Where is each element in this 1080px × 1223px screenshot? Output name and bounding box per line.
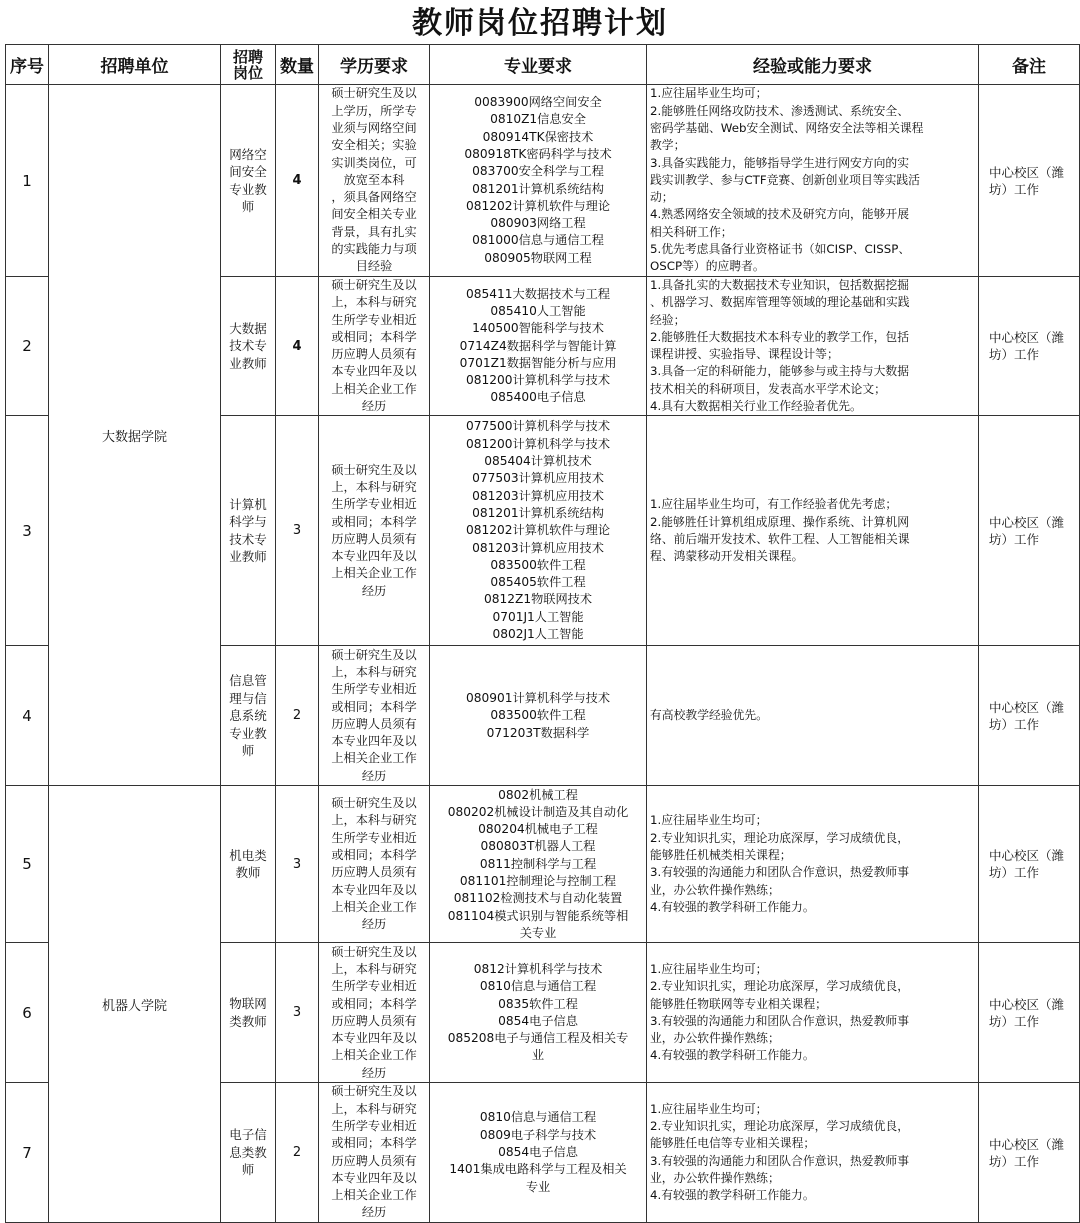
experience-line: 、机器学习、数据库管理等领域的理论基础和实践 [650, 295, 910, 310]
post-name-line: 网络空 [229, 146, 267, 162]
education-line: 安全相关；实验 [331, 138, 417, 153]
major-item: 0810信息与通信工程 [479, 979, 597, 994]
education-line: 生所学专业相近 [331, 312, 417, 327]
post-name [221, 85, 276, 277]
major-item: 081202计算机软件与理论 [465, 198, 611, 213]
education-line: 经历 [361, 399, 387, 414]
education-line: 历应聘人员须有 [331, 1153, 417, 1168]
education-line: 背景，具有扎实 [331, 224, 417, 239]
remark [979, 85, 1080, 277]
major-item: 081104模式识别与智能系统等相 [447, 908, 629, 923]
major-item: 081201计算机系统结构 [472, 505, 604, 520]
major-item: 081202计算机软件与理论 [465, 523, 611, 538]
remark-line: 中心校区（潍 [989, 514, 1065, 530]
experience-line: 3.有较强的沟通能力和团队合作意识，热爱教师事 [650, 1153, 909, 1168]
education-line: 生所学专业相近 [331, 682, 417, 697]
experience-line: 1.应往届毕业生均可； [650, 961, 768, 976]
experience-requirement [647, 416, 979, 646]
education-line: 历应聘人员须有 [331, 865, 417, 880]
education-line: 本专业四年及以 [331, 1170, 417, 1185]
major-requirement [430, 1083, 647, 1222]
post-name [221, 277, 276, 416]
education-line: 经历 [361, 1065, 387, 1080]
post-quantity: 3 [276, 416, 319, 646]
major-item: 0810Z1信息安全 [490, 112, 586, 127]
major-item: 0811控制科学与工程 [479, 856, 597, 871]
major-item: 0701Z1数据智能分析与应用 [459, 355, 617, 370]
major-item: 0701J1人工智能 [492, 609, 584, 624]
major-item: 083500软件工程 [490, 557, 586, 572]
major-item: 业 [531, 1048, 545, 1063]
experience-line: 密码学基础、Web安全测试、网络安全法等相关课程 [650, 120, 924, 135]
major-requirement [430, 85, 647, 277]
education-line: 历应聘人员须有 [331, 347, 417, 362]
education-requirement [319, 1083, 430, 1222]
education-line: 放宽至本科 [343, 172, 405, 187]
experience-line: 2.能够胜任网络攻防技术、渗透测试、系统安全、 [650, 103, 909, 118]
post-name-line: 师 [241, 199, 255, 214]
post-name-line: 电子信 [229, 1127, 267, 1143]
education-line: 或相同；本科学 [331, 996, 417, 1011]
post-name [221, 786, 276, 943]
remark-line: 坊）工作 [989, 1013, 1040, 1029]
post-name-line: 业教师 [229, 355, 267, 371]
post-name-line: 技术专 [229, 338, 267, 354]
education-requirement [319, 277, 430, 416]
major-item: 专业 [525, 1179, 551, 1194]
experience-line: 有高校教学经验优先。 [650, 708, 768, 723]
education-line: 本专业四年及以 [331, 882, 417, 897]
education-line: 上，本科与研究 [331, 1101, 417, 1116]
remark-line: 中心校区（潍 [989, 848, 1065, 864]
education-line: 硕士研究生及以 [331, 278, 417, 292]
education-line: 上相关企业工作 [331, 899, 417, 914]
experience-line: 程、鸿蒙移动开发相关课程。 [650, 549, 804, 564]
header-post-line: 招聘 [232, 47, 263, 66]
education-line: 生所学专业相近 [331, 497, 417, 512]
major-item: 077500计算机科学与技术 [465, 419, 611, 434]
major-item: 081000信息与通信工程 [472, 233, 604, 248]
table-row [6, 85, 1080, 277]
experience-requirement [647, 943, 979, 1083]
row-seq: 4 [6, 646, 49, 786]
major-requirement [430, 416, 647, 646]
header-exp: 经验或能力要求 [647, 45, 979, 85]
experience-line: 践实训教学、参与CTF竞赛、创新创业项目等实践活 [650, 172, 920, 187]
post-name-line: 科学与 [229, 514, 267, 530]
major-item: 085400电子信息 [490, 390, 586, 405]
post-name-line: 理与信 [229, 690, 267, 706]
major-requirement [430, 646, 647, 786]
major-item: 080202机械设计制造及其自动化 [447, 804, 629, 819]
education-line: 生所学专业相近 [331, 830, 417, 845]
remark-line: 中心校区（潍 [989, 996, 1065, 1012]
education-line: 上相关企业工作 [331, 566, 417, 581]
post-quantity: 3 [276, 943, 319, 1083]
table-row [6, 786, 1080, 943]
education-line: 上，本科与研究 [331, 813, 417, 828]
education-line: 硕士研究生及以 [331, 944, 417, 959]
experience-requirement [647, 277, 979, 416]
post-name [221, 416, 276, 646]
post-name-line: 业教师 [229, 549, 267, 565]
page-title: 教师岗位招聘计划 [412, 6, 668, 41]
header-major: 专业要求 [430, 45, 647, 85]
experience-line: 3.有较强的沟通能力和团队合作意识，热爱教师事 [650, 865, 909, 880]
education-line: 历应聘人员须有 [331, 716, 417, 731]
education-line: 生所学专业相近 [331, 979, 417, 994]
remark [979, 786, 1080, 943]
post-name [221, 943, 276, 1083]
major-item: 071203T数据科学 [486, 725, 590, 740]
education-line: 经历 [361, 583, 387, 598]
remark [979, 646, 1080, 786]
major-item: 081201计算机系统结构 [472, 181, 604, 196]
education-requirement [319, 416, 430, 646]
education-line: 业须与网络空间 [331, 120, 417, 135]
recruiting-unit: 大数据学院 [49, 85, 221, 786]
experience-line: 1.应往届毕业生均可； [650, 86, 768, 101]
post-name-line: 专业教 [229, 181, 267, 197]
education-line: 或相同；本科学 [331, 848, 417, 863]
remark-line: 中心校区（潍 [989, 699, 1065, 715]
major-item: 085405软件工程 [490, 575, 586, 590]
education-line: 经历 [361, 768, 387, 783]
major-item: 0812计算机科学与技术 [473, 961, 603, 976]
major-item: 085208电子与通信工程及相关专 [447, 1031, 629, 1046]
recruitment-table [5, 44, 1080, 1223]
experience-line: 动； [650, 190, 674, 205]
education-line: 历应聘人员须有 [331, 531, 417, 546]
education-line: 间安全相关专业 [331, 207, 417, 222]
education-line: 历应聘人员须有 [331, 1013, 417, 1028]
education-line: 硕士研究生及以 [331, 462, 417, 477]
experience-line: 3.有较强的沟通能力和团队合作意识，热爱教师事 [650, 1013, 909, 1028]
experience-line: 教学； [650, 138, 686, 153]
post-name-line: 机电类 [229, 847, 267, 863]
major-item: 085411大数据技术与工程 [465, 286, 611, 301]
major-item: 080901计算机科学与技术 [465, 690, 611, 705]
major-item: 0835软件工程 [498, 996, 578, 1011]
experience-line: 4.有较强的教学科研工作能力。 [650, 1188, 815, 1203]
post-name-line: 计算机 [229, 496, 267, 512]
experience-line: 3.具备实践能力，能够指导学生进行网安方向的实 [650, 155, 909, 170]
experience-line: 2.专业知识扎实，理论功底深厚，学习成绩优良， [650, 1118, 909, 1133]
education-line: 上相关企业工作 [331, 381, 417, 396]
experience-line: 课程讲授、实验指导、课程设计等； [650, 347, 839, 362]
education-line: 硕士研究生及以 [331, 647, 417, 662]
major-requirement [430, 943, 647, 1083]
post-quantity: 2 [276, 1083, 319, 1222]
major-item: 081101控制理论与控制工程 [459, 874, 617, 889]
post-name-line: 大数据 [229, 320, 267, 336]
education-requirement [319, 943, 430, 1083]
experience-line: 1.应往届毕业生均可，有工作经验者优先考虑； [650, 497, 898, 512]
education-line: 硕士研究生及以 [331, 86, 417, 101]
row-seq: 3 [6, 416, 49, 646]
header-num: 数量 [276, 45, 319, 85]
experience-line: 2.能够胜任大数据技术本科专业的教学工作，包括 [650, 329, 909, 344]
row-seq: 5 [6, 786, 49, 943]
major-item: 1401集成电路科学与工程及相关 [449, 1162, 627, 1177]
major-item: 081102检测技术与自动化装置 [453, 891, 623, 906]
experience-line: 络、前后端开发技术、软件工程、人工智能相关课 [650, 531, 910, 546]
remark-line: 坊）工作 [989, 1153, 1040, 1169]
table-body [6, 85, 1080, 1223]
post-name-line: 师 [241, 1162, 255, 1178]
major-item: 0809电子科学与技术 [479, 1127, 597, 1142]
post-name-line: 专业教 [229, 725, 267, 741]
education-requirement [319, 786, 430, 943]
experience-requirement [647, 786, 979, 943]
experience-line: 业，办公软件操作熟练； [650, 882, 780, 897]
row-seq: 1 [6, 85, 49, 277]
education-line: 本专业四年及以 [331, 549, 417, 564]
major-item: 0810信息与通信工程 [479, 1110, 597, 1125]
major-item: 085404计算机技术 [484, 454, 592, 469]
major-item: 080914TK保密技术 [482, 129, 594, 144]
remark-line: 坊）工作 [989, 716, 1040, 732]
experience-line: OSCP等）的应聘者。 [650, 259, 765, 274]
post-name-line: 教师 [235, 865, 261, 881]
header-post-line: 岗位 [232, 63, 263, 82]
remark-line: 中心校区（潍 [989, 330, 1065, 346]
major-item: 080903网络工程 [490, 216, 586, 231]
remark [979, 1083, 1080, 1222]
major-item: 关专业 [519, 925, 557, 940]
major-item: 080803T机器人工程 [480, 839, 596, 854]
major-item: 080905物联网工程 [484, 250, 592, 265]
experience-requirement [647, 1083, 979, 1222]
header-row [6, 45, 1080, 85]
education-line: ，须具备网络空 [331, 190, 417, 205]
post-name-line: 技术专 [229, 531, 267, 547]
education-line: 上，本科与研究 [331, 961, 417, 976]
experience-line: 1.具备扎实的大数据技术专业知识，包括数据挖掘 [650, 278, 909, 292]
education-line: 本专业四年及以 [331, 364, 417, 379]
major-item: 081200计算机科学与技术 [465, 436, 611, 451]
experience-line: 3.具备一定的科研能力，能够参与或主持与大数据 [650, 364, 909, 379]
education-line: 目经验 [355, 259, 393, 274]
remark-line: 坊）工作 [989, 865, 1040, 881]
education-line: 或相同；本科学 [331, 1136, 417, 1151]
experience-line: 4.有较强的教学科研工作能力。 [650, 899, 815, 914]
experience-line: 5.优先考虑具备行业资格证书（如CISP、CISSP、 [650, 242, 911, 257]
post-name-line: 息系统 [229, 708, 267, 724]
post-name [221, 1083, 276, 1222]
education-line: 上相关企业工作 [331, 1188, 417, 1203]
header-note: 备注 [979, 45, 1080, 85]
experience-line: 业，办公软件操作熟练； [650, 1031, 780, 1046]
major-item: 0714Z4数据科学与智能计算 [459, 338, 617, 353]
experience-line: 相关科研工作； [650, 224, 733, 239]
header-post [221, 45, 276, 85]
major-item: 081203计算机应用技术 [472, 540, 604, 555]
post-name-line: 息类教 [229, 1144, 267, 1160]
major-requirement [430, 277, 647, 416]
major-requirement [430, 786, 647, 943]
experience-line: 经验； [650, 312, 686, 327]
recruiting-unit: 机器人学院 [49, 786, 221, 1222]
header-edu: 学历要求 [319, 45, 430, 85]
post-name-line: 信息管 [229, 673, 267, 689]
education-line: 硕士研究生及以 [331, 1084, 417, 1099]
education-line: 上学历，所学专 [331, 103, 417, 118]
remark-line: 坊）工作 [989, 347, 1040, 363]
education-line: 本专业四年及以 [331, 734, 417, 749]
education-line: 上，本科与研究 [331, 295, 417, 310]
education-line: 上相关企业工作 [331, 1048, 417, 1063]
post-quantity: 3 [276, 786, 319, 943]
major-item: 0854电子信息 [498, 1013, 578, 1028]
row-seq: 7 [6, 1083, 49, 1222]
major-item: 081200计算机科学与技术 [465, 373, 611, 388]
row-seq: 2 [6, 277, 49, 416]
major-item: 0802机械工程 [498, 787, 578, 802]
experience-requirement [647, 85, 979, 277]
major-item: 0812Z1物联网技术 [483, 592, 593, 607]
education-line: 实训类岗位，可 [331, 155, 417, 170]
education-line: 上，本科与研究 [331, 664, 417, 679]
experience-line: 2.专业知识扎实，理论功底深厚，学习成绩优良， [650, 979, 909, 994]
major-item: 083500软件工程 [490, 708, 586, 723]
remark-line: 坊）工作 [989, 531, 1040, 547]
education-line: 本专业四年及以 [331, 1031, 417, 1046]
major-item: 080918TK密码科学与技术 [464, 146, 612, 161]
remark-line: 中心校区（潍 [989, 164, 1065, 180]
post-name-line: 类教师 [229, 1013, 267, 1029]
education-line: 或相同；本科学 [331, 699, 417, 714]
remark-line: 中心校区（潍 [989, 1136, 1065, 1152]
remark [979, 416, 1080, 646]
experience-line: 2.专业知识扎实，理论功底深厚，学习成绩优良， [650, 830, 909, 845]
post-quantity: 4 [276, 277, 319, 416]
major-item: 080204机械电子工程 [478, 822, 598, 837]
post-quantity: 2 [276, 646, 319, 786]
major-item: 0802J1人工智能 [492, 627, 584, 641]
education-requirement [319, 85, 430, 277]
experience-line: 4.熟悉网络安全领域的技术及研究方向，能够开展 [650, 207, 909, 222]
header-unit: 招聘单位 [49, 45, 221, 85]
major-item: 081203计算机应用技术 [472, 488, 604, 503]
post-name-line: 间安全 [229, 164, 267, 179]
experience-line: 1.应往届毕业生均可； [650, 813, 768, 828]
education-line: 或相同；本科学 [331, 514, 417, 529]
education-requirement [319, 646, 430, 786]
post-name-line: 师 [241, 743, 255, 759]
education-line: 生所学专业相近 [331, 1118, 417, 1133]
experience-line: 4.具有大数据相关行业工作经验者优先。 [650, 399, 862, 414]
major-item: 077503计算机应用技术 [472, 471, 604, 486]
major-item: 140500智能科学与技术 [472, 321, 604, 336]
post-name [221, 646, 276, 786]
experience-line: 2.能够胜任计算机组成原理、操作系统、计算机网 [650, 514, 909, 529]
experience-line: 能够胜任机械类相关课程； [650, 848, 792, 863]
education-line: 或相同；本科学 [331, 329, 417, 344]
remark [979, 943, 1080, 1083]
major-item: 0083900网络空间安全 [474, 95, 602, 110]
major-item: 0854电子信息 [498, 1144, 578, 1159]
major-item: 083700安全科学与工程 [472, 164, 604, 179]
experience-line: 技术相关的科研项目，发表高水平学术论文； [650, 381, 886, 396]
header-seq: 序号 [6, 45, 49, 85]
experience-line: 能够胜任电信等专业相关课程； [650, 1136, 816, 1151]
education-line: 硕士研究生及以 [331, 796, 417, 811]
experience-line: 1.应往届毕业生均可； [650, 1101, 768, 1116]
education-line: 的实践能力与项 [331, 242, 417, 257]
major-item: 085410人工智能 [490, 303, 586, 318]
education-line: 经历 [361, 917, 387, 932]
remark [979, 277, 1080, 416]
education-line: 上，本科与研究 [331, 479, 417, 494]
experience-line: 能够胜任物联网等专业相关课程； [650, 996, 827, 1011]
education-line: 上相关企业工作 [331, 751, 417, 766]
experience-requirement [647, 646, 979, 786]
row-seq: 6 [6, 943, 49, 1083]
remark-line: 坊）工作 [989, 181, 1040, 197]
education-line: 经历 [361, 1205, 387, 1220]
post-name-line: 物联网 [229, 996, 267, 1012]
post-quantity: 4 [276, 85, 319, 277]
experience-line: 4.有较强的教学科研工作能力。 [650, 1048, 815, 1063]
experience-line: 业，办公软件操作熟练； [650, 1170, 780, 1185]
